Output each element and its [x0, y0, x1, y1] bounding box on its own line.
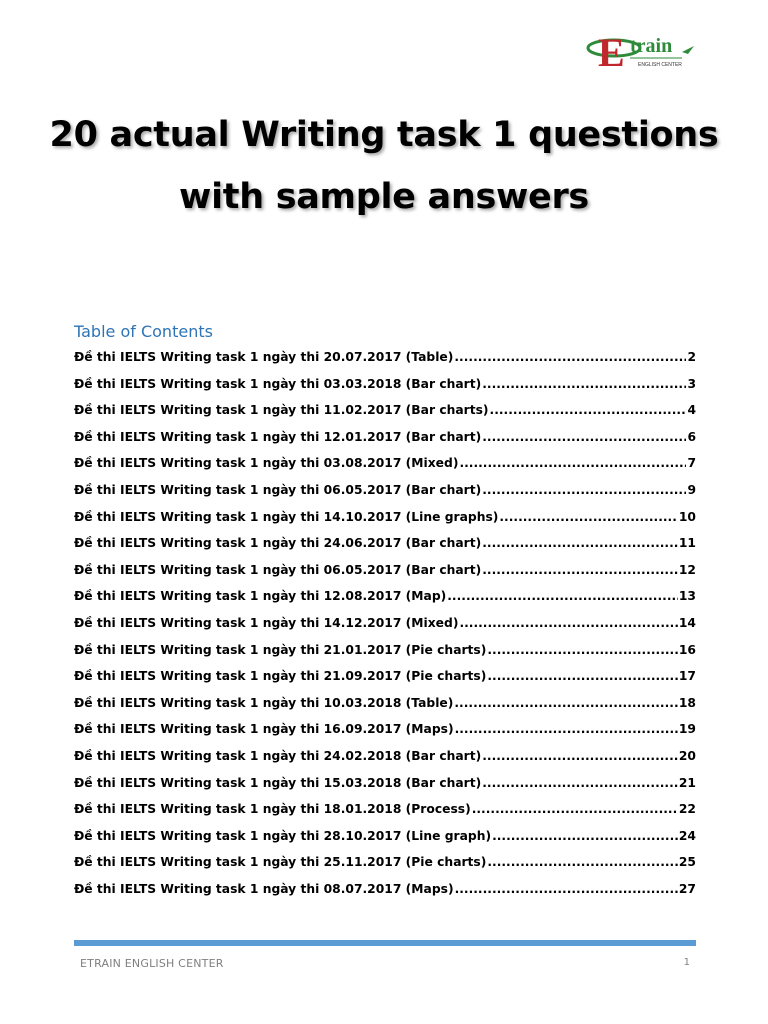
toc-entry-page[interactable]: 27	[678, 881, 696, 896]
toc-leader-dots	[487, 643, 678, 657]
toc-entry-page[interactable]: 9	[687, 482, 696, 497]
toc-entry[interactable]	[74, 589, 696, 616]
toc-entry[interactable]	[74, 882, 696, 909]
toc-leader-dots	[482, 430, 686, 444]
toc-entry-page[interactable]: 14	[678, 615, 696, 630]
logo-leaf-icon	[682, 46, 694, 54]
toc-leader-dots	[455, 882, 678, 896]
toc-entry-page[interactable]: 2	[687, 350, 696, 364]
footer-company: ETRAIN ENGLISH CENTER	[80, 957, 224, 970]
toc-entry-title[interactable]: Đề thi IELTS Writing task 1 ngày thi 25.11.2017 (Pie charts)	[74, 855, 487, 870]
toc-entry[interactable]	[74, 669, 696, 696]
toc-entry-title[interactable]: Đề thi IELTS Writing task 1 ngày thi 21.09.2017 (Pie charts)	[74, 669, 487, 684]
toc-entry[interactable]	[74, 616, 696, 643]
page-title	[0, 104, 768, 228]
toc-entry[interactable]	[74, 563, 696, 590]
toc-entry-page[interactable]: 4	[687, 403, 696, 418]
toc-leader-dots	[472, 802, 678, 816]
toc-entry-page[interactable]: 25	[678, 855, 696, 870]
toc-leader-dots	[482, 536, 678, 550]
toc-leader-dots	[482, 563, 678, 577]
toc-leader-dots	[455, 722, 678, 736]
toc-leader-dots	[459, 616, 677, 630]
toc-entry[interactable]	[74, 430, 696, 457]
toc-entry[interactable]	[74, 510, 696, 537]
logo-initial: E	[598, 30, 625, 72]
toc-leader-dots	[482, 377, 686, 391]
toc-entry-title[interactable]: Đề thi IELTS Writing task 1 ngày thi 14.10.2017 (Line graphs)	[74, 509, 499, 524]
toc-entry-page[interactable]: 13	[678, 589, 696, 604]
toc-entry-title[interactable]: Đề thi IELTS Writing task 1 ngày thi 16.09.2017 (Maps)	[74, 722, 454, 737]
toc-entry-title[interactable]: Đề thi IELTS Writing task 1 ngày thi 20.07.2017 (Table)	[74, 350, 454, 364]
toc-leader-dots	[482, 776, 678, 790]
toc-entry-page[interactable]: 3	[687, 376, 696, 391]
toc-leader-dots	[492, 829, 678, 843]
toc-leader-dots	[454, 350, 686, 364]
toc-entry-title[interactable]: Đề thi IELTS Writing task 1 ngày thi 24.02.2018 (Bar chart)	[74, 748, 482, 763]
toc-entry-title[interactable]: Đề thi IELTS Writing task 1 ngày thi 12.01.2017 (Bar chart)	[74, 429, 482, 444]
toc-leader-dots	[482, 483, 686, 497]
toc-entry[interactable]	[74, 802, 696, 829]
toc-entry[interactable]	[74, 403, 696, 430]
toc-entry-page[interactable]: 12	[678, 562, 696, 577]
toc-entry-title[interactable]: Đề thi IELTS Writing task 1 ngày thi 14.12.2017 (Mixed)	[74, 615, 459, 630]
logo-brand: train	[630, 35, 673, 57]
footer-page-number: 1	[683, 957, 690, 968]
toc-entry[interactable]	[74, 350, 696, 377]
toc-entry-title[interactable]: Đề thi IELTS Writing task 1 ngày thi 21.01.2017 (Pie charts)	[74, 642, 487, 657]
toc-entry[interactable]	[74, 749, 696, 776]
toc-leader-dots	[454, 696, 677, 710]
toc-entry-title[interactable]: Đề thi IELTS Writing task 1 ngày thi 11.02.2017 (Bar charts)	[74, 403, 489, 418]
toc-entry-title[interactable]: Đề thi IELTS Writing task 1 ngày thi 24.06.2017 (Bar chart)	[74, 536, 482, 551]
toc-entry[interactable]	[74, 456, 696, 483]
toc-entry[interactable]	[74, 855, 696, 882]
toc-entry[interactable]	[74, 377, 696, 404]
toc-leader-dots	[499, 510, 677, 524]
toc-leader-dots	[459, 456, 686, 470]
toc-entry-page[interactable]: 21	[678, 775, 696, 790]
toc-entry-title[interactable]: Đề thi IELTS Writing task 1 ngày thi 03.03.2018 (Bar chart)	[74, 376, 482, 391]
etrain-logo-graphic	[586, 30, 706, 72]
toc-entry-page[interactable]: 20	[678, 748, 696, 763]
toc-entry-title[interactable]: Đề thi IELTS Writing task 1 ngày thi 15.03.2018 (Bar chart)	[74, 775, 482, 790]
table-of-contents	[74, 350, 696, 908]
toc-entry-title[interactable]: Đề thi IELTS Writing task 1 ngày thi 06.05.2017 (Bar chart)	[74, 482, 482, 497]
toc-entry-title[interactable]: Đề thi IELTS Writing task 1 ngày thi 08.07.2017 (Maps)	[74, 881, 454, 896]
toc-entry[interactable]	[74, 643, 696, 670]
toc-heading: Table of Contents	[74, 322, 213, 341]
toc-entry-title[interactable]: Đề thi IELTS Writing task 1 ngày thi 06.05.2017 (Bar chart)	[74, 562, 482, 577]
toc-entry[interactable]	[74, 776, 696, 803]
toc-leader-dots	[490, 403, 687, 417]
etrain-logo	[586, 30, 706, 72]
toc-entry-page[interactable]: 19	[678, 722, 696, 737]
toc-entry-page[interactable]: 22	[678, 802, 696, 817]
toc-entry-page[interactable]: 16	[678, 642, 696, 657]
toc-leader-dots	[487, 669, 678, 683]
toc-leader-dots	[487, 855, 678, 869]
toc-entry-title[interactable]: Đề thi IELTS Writing task 1 ngày thi 03.08.2017 (Mixed)	[74, 456, 459, 471]
toc-entry[interactable]	[74, 722, 696, 749]
footer-rule	[74, 940, 696, 946]
toc-entry[interactable]	[74, 829, 696, 856]
toc-entry-page[interactable]: 24	[678, 828, 696, 843]
toc-entry[interactable]	[74, 536, 696, 563]
toc-leader-dots	[482, 749, 678, 763]
toc-entry-page[interactable]: 10	[678, 509, 696, 524]
toc-entry-page[interactable]: 6	[687, 429, 696, 444]
toc-entry-title[interactable]: Đề thi IELTS Writing task 1 ngày thi 10.03.2018 (Table)	[74, 695, 454, 710]
toc-entry-page[interactable]: 7	[687, 456, 696, 471]
page-title-line-1: 20 actual Writing task 1 questions	[49, 115, 719, 155]
toc-entry-title[interactable]: Đề thi IELTS Writing task 1 ngày thi 12.08.2017 (Map)	[74, 589, 447, 604]
toc-entry-title[interactable]: Đề thi IELTS Writing task 1 ngày thi 18.01.2018 (Process)	[74, 802, 471, 817]
toc-entry[interactable]	[74, 483, 696, 510]
toc-entry-page[interactable]: 18	[678, 695, 696, 710]
toc-entry-page[interactable]: 11	[678, 536, 696, 551]
page-title-line-2: with sample answers	[179, 177, 589, 217]
toc-leader-dots	[447, 589, 678, 603]
toc-entry-page[interactable]: 17	[678, 669, 696, 684]
logo-subtitle: ENGLISH CENTER	[638, 62, 682, 68]
toc-entry[interactable]	[74, 696, 696, 723]
toc-entry-title[interactable]: Đề thi IELTS Writing task 1 ngày thi 28.10.2017 (Line graph)	[74, 828, 492, 843]
